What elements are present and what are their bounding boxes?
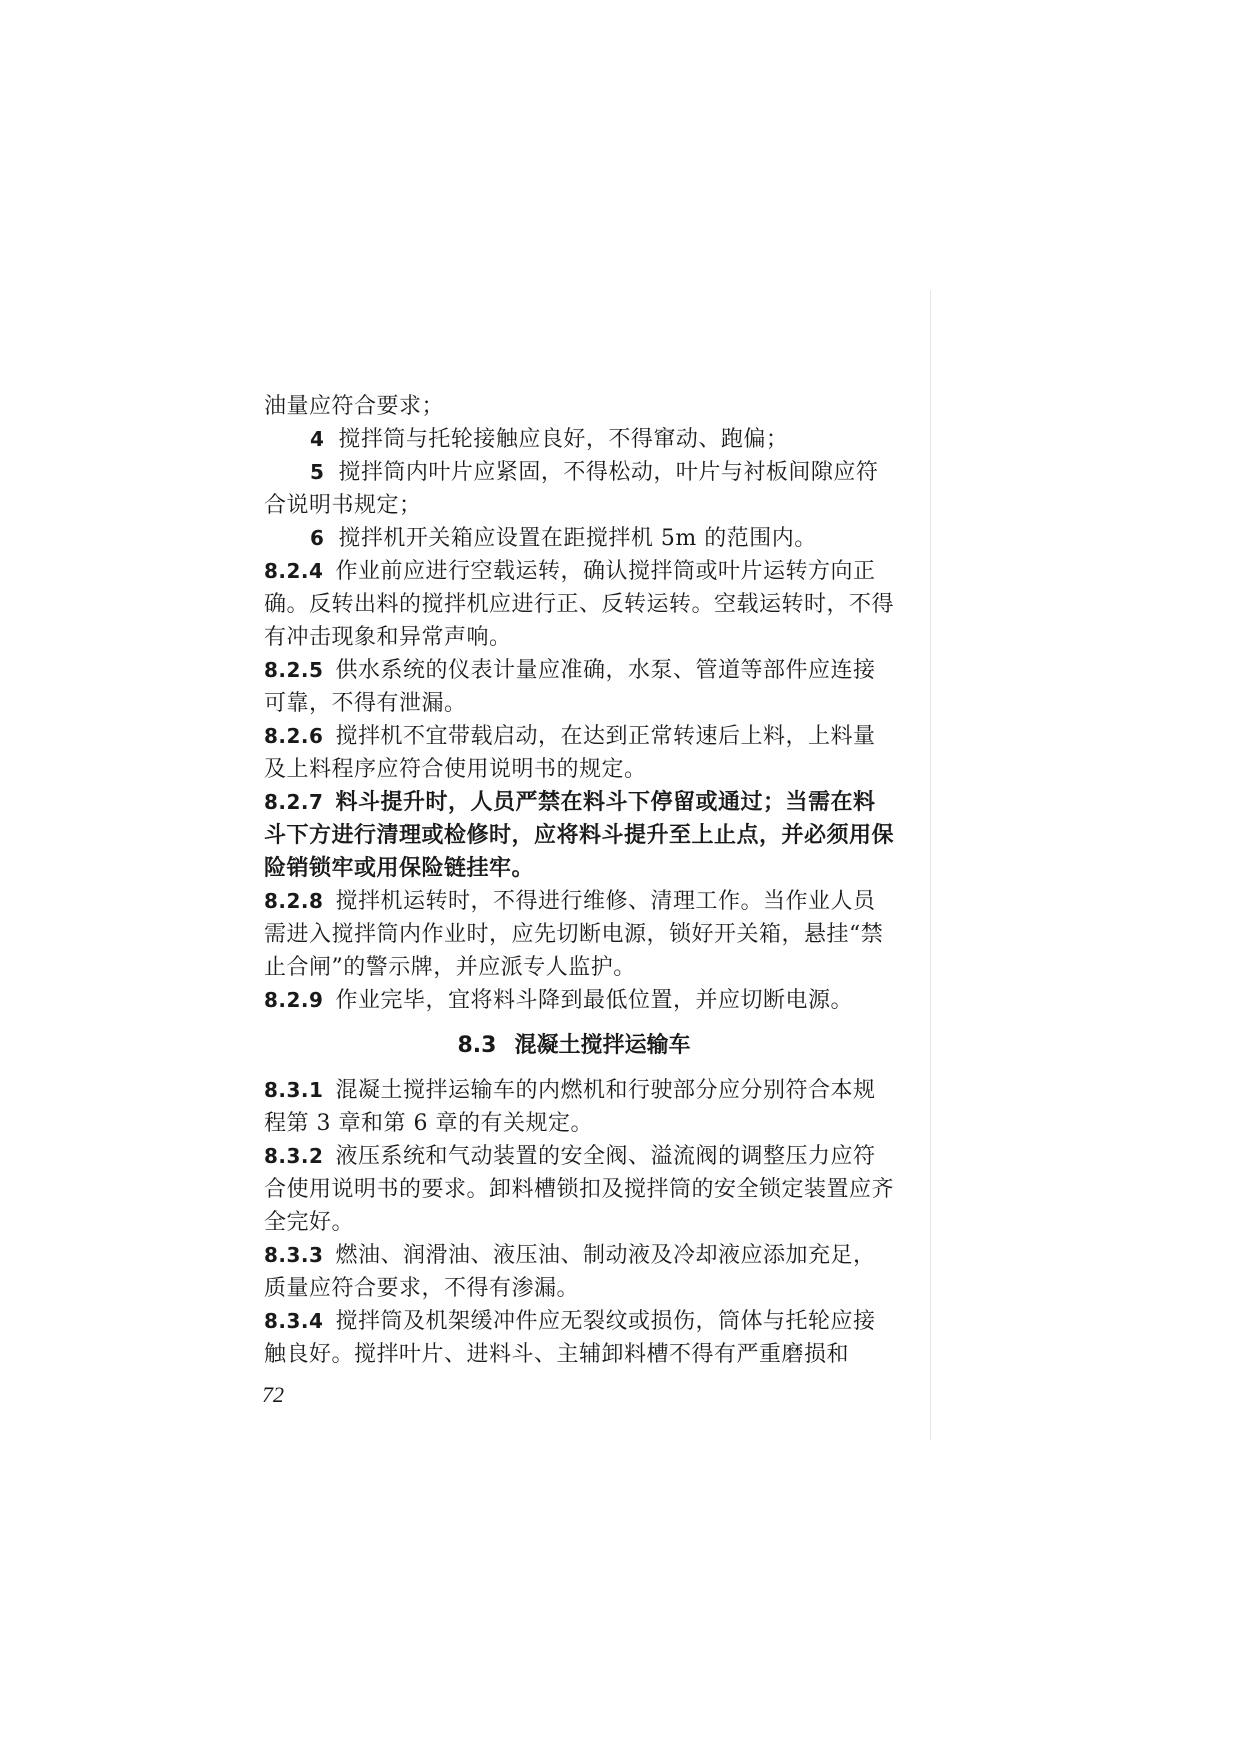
item-number: 6: [310, 526, 325, 550]
clause-8-2-7: [264, 786, 884, 819]
item-text: 搅拌筒内叶片应紧固，不得松动，叶片与衬板间隙应符: [338, 460, 879, 485]
page-edge-shadow: [930, 290, 931, 1440]
clause-text: 搅拌机运转时，不得进行维修、清理工作。当作业人员: [335, 889, 876, 914]
clause-number: 8.2.6: [264, 724, 324, 748]
clause-text: 液压系统和气动装置的安全阀、溢流阀的调整压力应符: [335, 1144, 876, 1169]
clause-text-line: 触良好。搅拌叶片、进料斗、主辅卸料槽不得有严重磨损和: [264, 1342, 850, 1367]
list-item-4: [264, 423, 884, 456]
clause-text-line: 程第 3 章和第 6 章的有关规定。: [264, 1111, 593, 1136]
section-heading: [264, 1029, 884, 1062]
clause-8-2-5: [264, 654, 884, 687]
clause-text: 搅拌机不宜带载启动，在达到正常转速后上料，上料量: [335, 724, 876, 749]
clause-number: 8.2.5: [264, 658, 324, 682]
clause-8-3-2: [264, 1140, 884, 1173]
clause-text-line: 需进入搅拌筒内作业时，应先切断电源，锁好开关箱，悬挂“禁: [264, 922, 884, 947]
section-number: 8.3: [457, 1033, 497, 1058]
item-text: 搅拌筒与托轮接触应良好，不得窜动、跑偏；: [338, 427, 789, 452]
clause-text-line: 险销锁牢或用保险链挂牢。: [264, 855, 535, 881]
clause-text: 混凝土搅拌运输车的内燃机和行驶部分应分别符合本规: [335, 1078, 876, 1103]
clause-text-line: 有冲击现象和异常声响。: [264, 625, 512, 650]
clause-text-line: 止合闸”的警示牌，并应派专人监护。: [264, 955, 636, 980]
clause-8-2-8: [264, 885, 884, 918]
list-item-5-cont: 合说明书规定；: [264, 493, 422, 518]
clause-text-line: 质量应符合要求，不得有渗漏。: [264, 1276, 580, 1301]
clause-number: 8.2.8: [264, 889, 324, 913]
clause-text: 料斗提升时，人员严禁在料斗下停留或通过；当需在料: [335, 789, 876, 815]
clause-text-line: 全完好。: [264, 1210, 355, 1235]
list-item-6: [264, 522, 884, 555]
item-number: 5: [310, 460, 325, 484]
clause-text: 供水系统的仪表计量应准确，水泵、管道等部件应连接: [335, 658, 876, 683]
list-item-5: [264, 456, 884, 489]
clause-text: 作业前应进行空载运转，确认搅拌筒或叶片运转方向正: [335, 559, 876, 584]
section-title-text: 混凝土搅拌运输车: [514, 1033, 691, 1058]
clause-number: 8.2.7: [264, 790, 324, 814]
clause-text-line: 斗下方进行清理或检修时，应将料斗提升至上止点，并必须用保: [264, 822, 895, 848]
clause-text-line: 可靠，不得有泄漏。: [264, 691, 467, 716]
clause-8-3-4: [264, 1305, 884, 1338]
clause-8-2-9: [264, 984, 884, 1017]
page-number: 72: [262, 1382, 284, 1407]
clause-text: 作业完毕，宜将料斗降到最低位置，并应切断电源。: [335, 988, 853, 1013]
clause-text: 燃油、润滑油、液压油、制动液及冷却液应添加充足，: [335, 1243, 876, 1268]
continuation-line: 油量应符合要求；: [264, 394, 445, 419]
clause-text-line: 合使用说明书的要求。卸料槽锁扣及搅拌筒的安全锁定装置应齐: [264, 1177, 895, 1202]
clause-number: 8.3.1: [264, 1078, 324, 1102]
clause-8-2-6: [264, 720, 884, 753]
clause-number: 8.3.3: [264, 1243, 324, 1267]
body-text: [264, 390, 895, 1371]
item-number: 4: [310, 427, 325, 451]
clause-text: 搅拌筒及机架缓冲件应无裂纹或损伤，筒体与托轮应接: [335, 1309, 876, 1334]
clause-number: 8.3.2: [264, 1144, 324, 1168]
clause-text-line: 及上料程序应符合使用说明书的规定。: [264, 757, 647, 782]
clause-number: 8.2.9: [264, 988, 324, 1012]
clause-number: 8.3.4: [264, 1309, 324, 1333]
clause-8-3-3: [264, 1239, 884, 1272]
item-text: 搅拌机开关箱应设置在距搅拌机 5m 的范围内。: [338, 526, 817, 551]
clause-8-3-1: [264, 1074, 884, 1107]
clause-8-2-4: [264, 555, 884, 588]
clause-text-line: 确。反转出料的搅拌机应进行正、反转运转。空载运转时，不得: [264, 592, 895, 617]
clause-number: 8.2.4: [264, 559, 324, 583]
